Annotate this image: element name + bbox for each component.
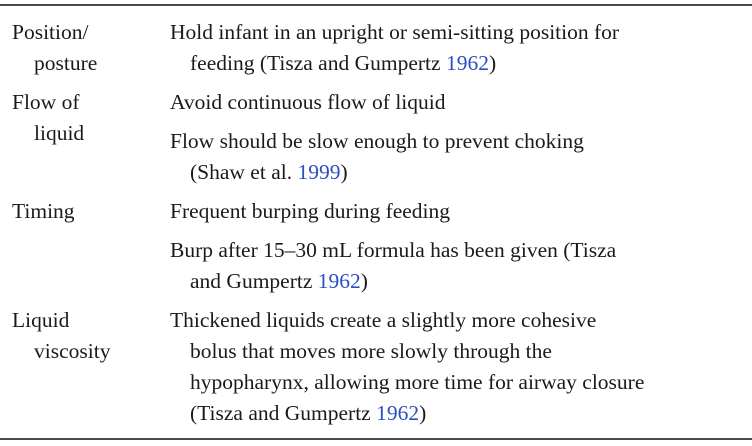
row-text-flow-entry-1 [170,87,446,118]
text-line: Hold infant in an upright or semi-sitting position for [170,20,620,44]
text-line: bolus that moves more slowly through the [190,339,552,363]
row-text-timing-entry-2 [170,235,616,297]
row-label-line: Liquid [12,308,70,332]
row-label-line: liquid [34,121,85,145]
text-line: Thickened liquids create a slightly more cohesive [170,308,597,332]
text-line: Flow should be slow enough to prevent choking [170,129,584,153]
text-line: Avoid continuous flow of liquid [170,90,446,114]
citation-link[interactable]: 1962 [445,51,489,75]
row-label-liquid-viscosity [12,305,110,367]
row-label-line: Timing [12,199,75,223]
text-line: Burp after 15–30 mL formula has been given (Tisza [170,238,617,262]
row-text-viscosity [170,305,644,429]
text-line: Frequent burping during feeding [170,199,451,223]
row-label-flow-of-liquid [12,87,84,149]
citation-link[interactable]: 1962 [376,401,420,425]
table-top-rule [0,4,752,6]
row-text-timing-entry-1 [170,196,450,227]
row-label-position-posture [12,17,97,79]
row-label-timing [12,196,75,227]
citation-link[interactable]: 1962 [317,269,361,293]
text-line: and Gumpertz 1962) [190,269,368,293]
text-line: hypopharynx, allowing more time for airway closure [190,370,645,394]
row-text-flow-entry-2 [170,126,584,188]
text-line: (Shaw et al. 1999) [190,160,348,184]
row-label-line: viscosity [34,339,111,363]
text-line: feeding (Tisza and Gumpertz 1962) [190,51,497,75]
row-text-position-posture [170,17,619,79]
text-line: (Tisza and Gumpertz 1962) [190,401,427,425]
row-label-line: Position/ [12,20,89,44]
citation-link[interactable]: 1999 [297,160,341,184]
table-bottom-rule [0,438,752,440]
row-label-line: posture [34,51,98,75]
row-label-line: Flow of [12,90,80,114]
